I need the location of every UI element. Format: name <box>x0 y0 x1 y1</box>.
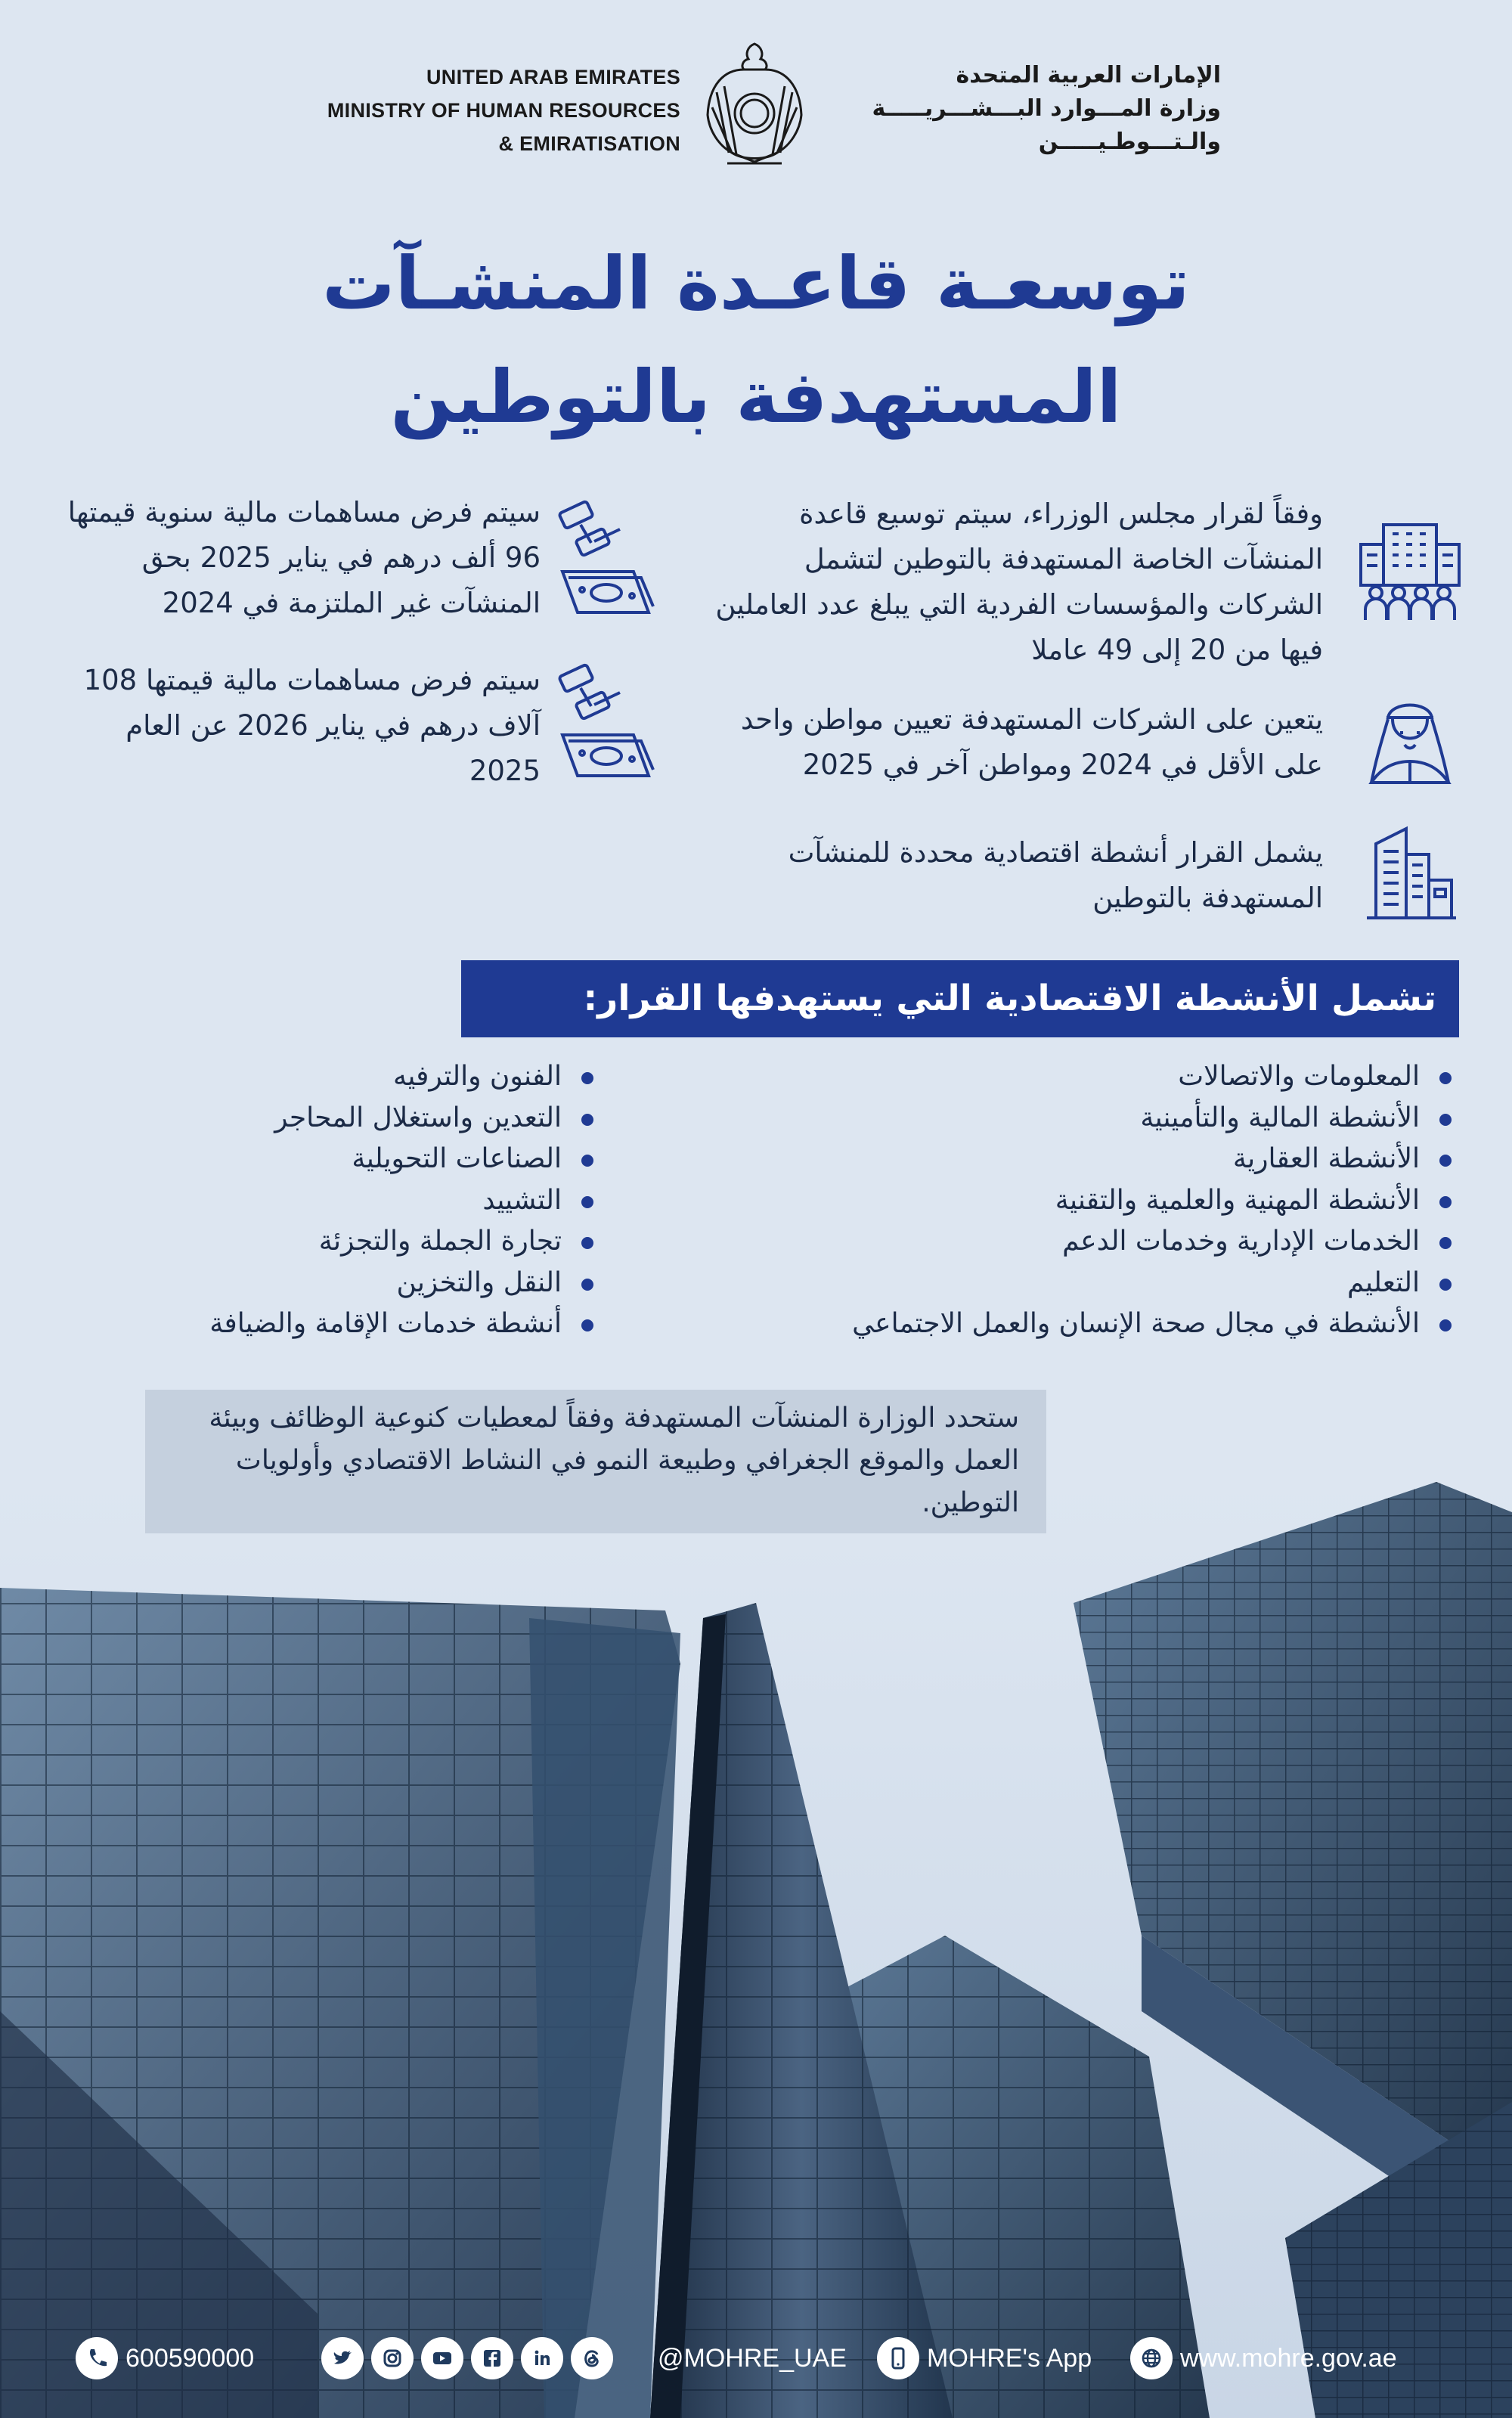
list-item: الخدمات الإدارية وخدمات الدعم <box>726 1221 1452 1263</box>
bullet-dot <box>1439 1196 1452 1208</box>
footer-app[interactable] <box>877 2332 1092 2385</box>
social-handle: @MOHRE_UAE <box>658 2343 847 2373</box>
city-buildings-icon <box>1361 824 1459 922</box>
bullet-dot <box>1439 1279 1452 1291</box>
list-item: الأنشطة المالية والتأمينية <box>726 1098 1452 1139</box>
list-item: الصناعات التحويلية <box>113 1139 593 1180</box>
bullet-dot <box>1439 1072 1452 1084</box>
uae-emblem-logo <box>702 39 807 169</box>
bullet-dot <box>1439 1237 1452 1249</box>
phone-number: 600590000 <box>125 2343 255 2373</box>
list-item: التشييد <box>113 1180 593 1222</box>
ministry-en-line-3: & EMIRATISATION <box>498 132 680 155</box>
list-item: تجارة الجملة والتجزئة <box>113 1221 593 1263</box>
activities-heading: تشمل الأنشطة الاقتصادية التي يستهدفها القرار: <box>461 960 1459 1037</box>
ministry-name-english <box>295 60 680 160</box>
linkedin-icon[interactable] <box>521 2337 563 2379</box>
list-item: الأنشطة العقارية <box>726 1139 1452 1180</box>
mobile-phone-icon <box>877 2337 919 2379</box>
intro-item-expansion: وفقاً لقرار مجلس الوزراء، سيتم توسيع قاعدة المنشآت الخاصة المستهدفة بالتوطين لتشمل الشركات والمؤسسات الفردية التي يبلغ عدد العاملين فيها من 20 إلى 49 عاملا <box>715 498 1323 666</box>
gavel-money-icon <box>550 662 658 783</box>
penalty-item-2026: سيتم فرض مساهمات مالية قيمتها 108 آلاف درهم في يناير 2026 عن العام 2025 <box>83 664 541 787</box>
page-title <box>151 227 1361 454</box>
gavel-money-icon <box>550 499 658 620</box>
bullet-dot <box>581 1279 593 1291</box>
bullet-dot <box>1439 1155 1452 1167</box>
office-building-people-icon <box>1353 514 1467 628</box>
facebook-icon[interactable] <box>471 2337 513 2379</box>
activities-list-right <box>726 1056 1452 1345</box>
threads-icon[interactable] <box>571 2337 613 2379</box>
phone-icon <box>76 2337 118 2379</box>
instagram-icon[interactable] <box>371 2337 414 2379</box>
ministry-en-line-2: MINISTRY OF HUMAN RESOURCES <box>327 99 680 122</box>
list-item: الأنشطة في مجال صحة الإنسان والعمل الاجتماعي <box>726 1304 1452 1345</box>
bullet-dot <box>1439 1319 1452 1331</box>
ministry-ar-line-3: والـتـــوطـيـــــن <box>1038 129 1221 155</box>
list-item: الأنشطة المهنية والعلمية والتقنية <box>726 1180 1452 1222</box>
twitter-icon[interactable] <box>321 2337 364 2379</box>
intro-item-activities: يشمل القرار أنشطة اقتصادية محددة للمنشآت المستهدفة بالتوطين <box>788 836 1323 914</box>
list-item: التعدين واستغلال المحاجر <box>113 1098 593 1139</box>
bullet-dot <box>581 1196 593 1208</box>
emirati-citizen-icon <box>1361 692 1459 790</box>
globe-icon <box>1130 2337 1173 2379</box>
app-name: MOHRE's App <box>927 2343 1092 2373</box>
ministry-en-line-1: UNITED ARAB EMIRATES <box>426 66 680 88</box>
website-url: www.mohre.gov.ae <box>1180 2343 1397 2373</box>
bullet-dot <box>581 1114 593 1126</box>
list-item: المعلومات والاتصالات <box>726 1056 1452 1098</box>
list-item: الفنون والترفيه <box>113 1056 593 1098</box>
footer-website[interactable] <box>1130 2332 1397 2385</box>
penalty-item-2025: سيتم فرض مساهمات مالية سنوية قيمتها 96 ألف درهم في يناير 2025 بحق المنشآت غير الملتزمة في 2024 <box>67 496 541 619</box>
bullet-dot <box>581 1155 593 1167</box>
intro-item-hiring-requirement: يتعين على الشركات المستهدفة تعيين مواطن واحد على الأقل في 2024 ومواطن آخر في 2025 <box>740 703 1323 781</box>
ministry-ar-line-1: الإمارات العربية المتحدة <box>956 62 1221 88</box>
list-item: النقل والتخزين <box>113 1263 593 1304</box>
footer-handle[interactable] <box>658 2332 847 2385</box>
bullet-dot <box>581 1237 593 1249</box>
footer-phone[interactable] <box>76 2332 254 2385</box>
footer-social-icons <box>321 2332 621 2385</box>
bullet-dot <box>581 1319 593 1331</box>
title-line-1: توسعـة قاعـدة المنشـآت <box>322 241 1190 326</box>
bullet-dot <box>1439 1114 1452 1126</box>
activities-list-left <box>113 1056 593 1345</box>
list-item: التعليم <box>726 1263 1452 1304</box>
bullet-dot <box>581 1072 593 1084</box>
footer-bar <box>0 2321 1512 2397</box>
ministry-name-arabic <box>828 59 1221 159</box>
note-box: ستحدد الوزارة المنشآت المستهدفة وفقاً لمعطيات كنوعية الوظائف وبيئة العمل والموقع الجغرافي وطبيعة النمو في النشاط الاقتصادي وأولويات التوطين. <box>145 1390 1046 1533</box>
youtube-icon[interactable] <box>421 2337 463 2379</box>
ministry-ar-line-2: وزارة المـــوارد البـــشـــريـــــة <box>872 95 1221 122</box>
title-line-2: المستهدفة بالتوطين <box>390 355 1122 439</box>
skyscrapers-photo <box>0 1482 1512 2418</box>
list-item: أنشطة خدمات الإقامة والضيافة <box>113 1304 593 1345</box>
